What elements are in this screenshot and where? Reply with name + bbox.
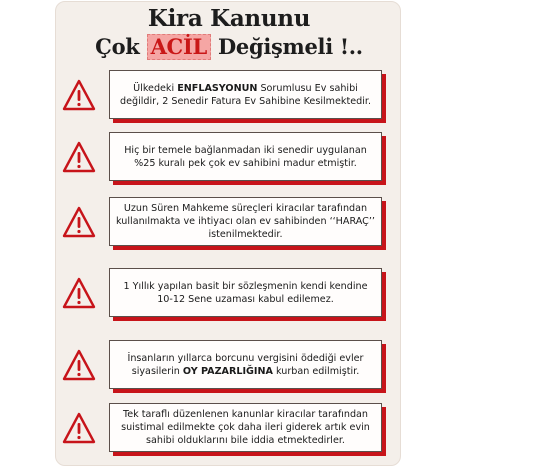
item-text-line	[128, 352, 364, 365]
list-item	[56, 132, 401, 188]
item-text-part: İnsanların yıllarca borcunu vergisini ödediği evler	[127, 352, 364, 364]
warning-triangle-icon	[62, 141, 96, 173]
item-text-part: Hiç bir temele bağlanmadan iki senedir uygulanan	[124, 144, 367, 156]
item-text-line	[124, 157, 367, 170]
item-text-part: kullanılmakta ve ihtiyacı olan ev sahibinden ‘‘HARAÇ’’	[116, 216, 375, 227]
poster-title: Kira Kanunu	[147, 5, 311, 32]
item-text-line	[121, 408, 370, 421]
item-text-part: suistimal edilmekte çok daha ileri giderek artık evin	[121, 422, 370, 433]
item-text-part: Ülkedeki	[133, 82, 178, 94]
item-text-part: Uzun Süren Mahkeme süreçleri kiracılar tarafından	[123, 203, 368, 214]
poster-card	[55, 1, 401, 466]
item-text-part: kurban edilmiştir.	[272, 365, 360, 377]
item-text-line	[124, 293, 368, 306]
warning-triangle-icon	[62, 277, 96, 309]
list-item	[56, 70, 401, 126]
item-text-line	[121, 434, 370, 447]
item-text-part: 1 Yıllık yapılan basit bir sözleşmenin kendi kendine	[123, 280, 368, 292]
subtitle-highlight: ACİL	[147, 34, 211, 60]
item-text-part: istenilmektedir.	[208, 229, 283, 240]
warning-triangle-icon	[62, 412, 96, 444]
subtitle-pre: Çok	[95, 34, 147, 59]
item-text-box	[109, 70, 382, 119]
item-text-line	[120, 95, 371, 108]
item-text-part: sahibi olduklarını bile iddia etmektedirler.	[146, 435, 345, 446]
item-text-box	[109, 132, 382, 181]
item-text-part: Tek taraflı düzenlenen kanunlar kiracılar tarafından	[122, 409, 369, 420]
item-text-line	[124, 280, 368, 293]
item-text-part: Sorumlusu Ev sahibi	[257, 82, 358, 94]
item-text-box	[109, 340, 382, 389]
item-text-part: %25 kuralı pek çok ev sahibini madur etmiştir.	[134, 157, 357, 169]
item-text-line	[116, 228, 375, 241]
item-text-line	[128, 365, 364, 378]
list-item	[56, 197, 401, 253]
warning-triangle-icon	[62, 79, 96, 111]
item-text-box	[109, 403, 382, 452]
item-text-line	[121, 421, 370, 434]
poster-subtitle	[56, 34, 401, 60]
item-text-part: 10-12 Sene uzaması kabul edilemez.	[157, 293, 334, 305]
list-item	[56, 403, 401, 459]
item-text-part: değildir, 2 Senedir Fatura Ev Sahibine Kesilmektedir.	[120, 95, 371, 107]
item-text-line	[116, 215, 375, 228]
item-text-part: ENFLASYONUN	[177, 82, 258, 94]
item-text-box	[109, 268, 382, 317]
item-text-box	[109, 197, 382, 246]
item-text-line	[120, 82, 371, 95]
item-text-line	[124, 144, 367, 157]
list-item	[56, 268, 401, 324]
warning-triangle-icon	[62, 206, 96, 238]
warning-triangle-icon	[62, 349, 96, 381]
subtitle-post: Değişmeli !..	[210, 34, 363, 59]
item-text-line	[116, 202, 375, 215]
item-text-part: OY PAZARLIĞINA	[182, 365, 273, 377]
list-item	[56, 340, 401, 396]
item-text-part: siyasilerin	[131, 365, 183, 377]
